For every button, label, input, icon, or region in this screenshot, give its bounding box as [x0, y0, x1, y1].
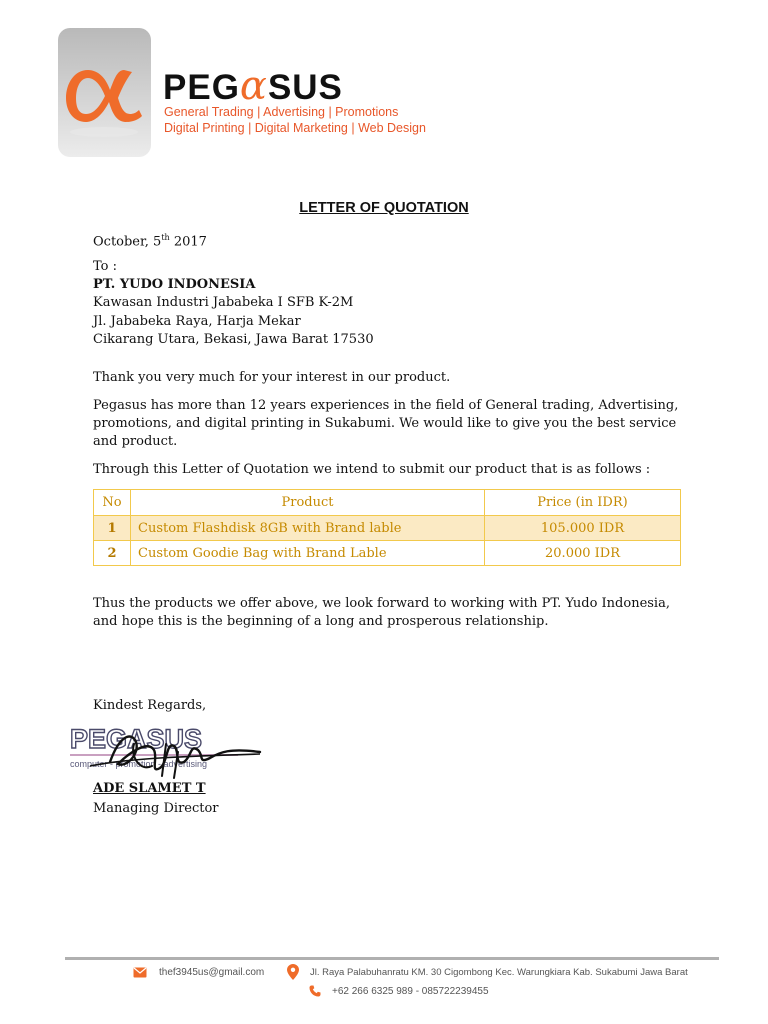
recipient-address-2: Jl. Jababeka Raya, Harja Mekar	[93, 314, 301, 329]
table-row	[94, 516, 681, 541]
paragraph-intro-table: Through this Letter of Quotation we intend to submit our product that is as follows :	[93, 462, 651, 477]
footer-address: Jl. Raya Palabuhanratu KM. 30 Cigombong Kec. Warungkiara Kab. Sukabumi Jawa Barat	[310, 967, 688, 978]
footer-email: thef3945us@gmail.com	[159, 967, 265, 978]
letter-date: October, 5th 2017	[93, 233, 207, 250]
paragraph-thanks: Thank you very much for your interest in our product.	[93, 370, 451, 385]
tagline-2: Digital Printing | Digital Marketing | Web Design	[164, 121, 426, 135]
row-no: 2	[94, 541, 131, 566]
signatory-position: Managing Director	[93, 801, 219, 816]
email-icon	[133, 967, 147, 978]
col-header-no: No	[94, 490, 131, 516]
letter-title: LETTER OF QUOTATION	[299, 200, 469, 216]
paragraph-about-line-3: and product.	[93, 434, 178, 449]
to-label: To :	[93, 259, 118, 274]
regards: Kindest Regards,	[93, 698, 207, 713]
footer-divider	[65, 957, 719, 960]
paragraph-closing-line-1: Thus the products we offer above, we look forward to working with PT. Yudo Indonesia,	[93, 596, 670, 611]
recipient-address-3: Cikarang Utara, Bekasi, Jawa Barat 17530	[93, 332, 374, 347]
stamp-text: PEGASUS	[70, 724, 203, 754]
footer-phone: +62 266 6325 989 - 085722239455	[332, 986, 489, 997]
row-price: 20.000 IDR	[485, 541, 681, 566]
quotation-table	[93, 489, 681, 566]
location-pin-icon	[287, 964, 299, 980]
table-row	[94, 541, 681, 566]
row-no: 1	[94, 516, 131, 541]
company-stamp-signature	[70, 722, 270, 782]
brand-name: PEGαSUS	[163, 63, 343, 109]
phone-icon	[309, 985, 321, 997]
paragraph-about-line-2: promotions, and digital printing in Sukabumi. We would like to give you the best service	[93, 416, 677, 431]
recipient-company: PT. YUDO INDONESIA	[93, 277, 256, 292]
paragraph-closing-line-2: and hope this is the beginning of a long and prosperous relationship.	[93, 614, 549, 629]
col-header-price: Price (in IDR)	[485, 490, 681, 516]
row-price: 105.000 IDR	[485, 516, 681, 541]
row-product: Custom Goodie Bag with Brand Lable	[131, 541, 485, 566]
stamp-subtext: computer - promotion - advertising	[70, 759, 208, 769]
row-product: Custom Flashdisk 8GB with Brand lable	[131, 516, 485, 541]
table-header-row	[94, 490, 681, 516]
paragraph-about-line-1: Pegasus has more than 12 years experiences in the field of General trading, Advertising,	[93, 398, 679, 413]
signatory-name: ADE SLAMET T	[93, 781, 206, 796]
tagline-1: General Trading | Advertising | Promotions	[164, 105, 399, 119]
alpha-logo-icon	[62, 50, 148, 140]
recipient-address-1: Kawasan Industri Jababeka I SFB K-2M	[93, 295, 354, 310]
col-header-product: Product	[131, 490, 485, 516]
